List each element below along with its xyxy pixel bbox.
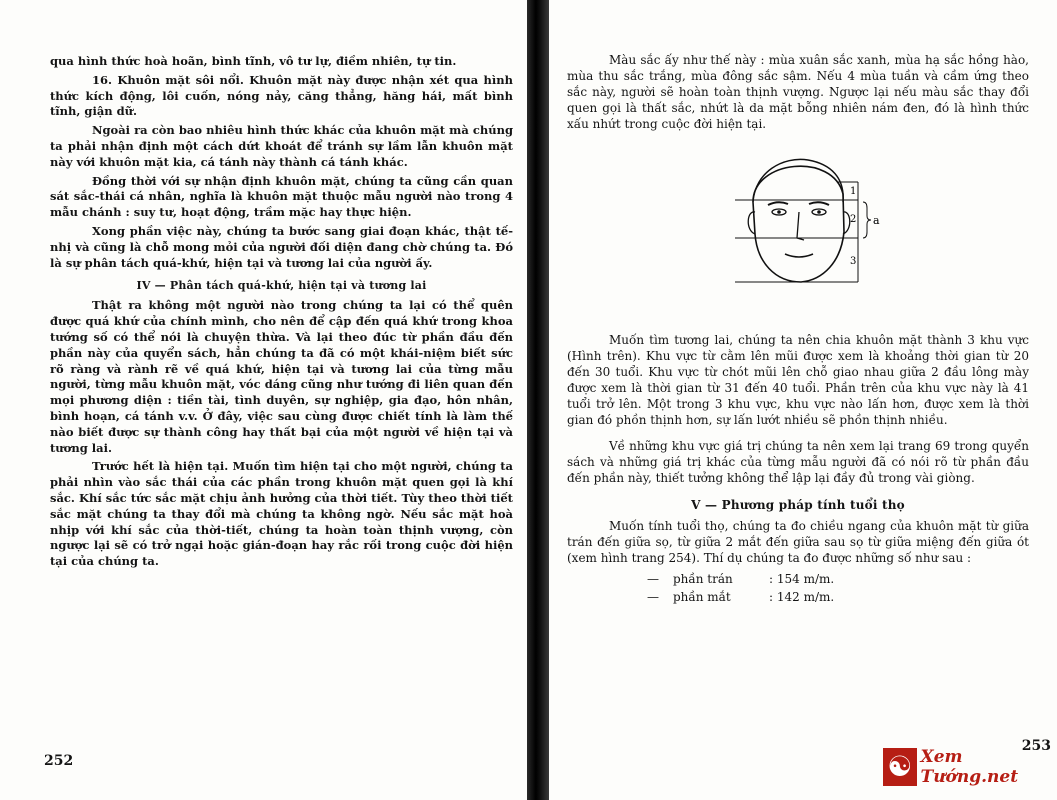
watermark-text: Xem Tướng.net — [920, 747, 1019, 787]
paragraph: Ngoài ra còn bao nhiêu hình thức khác của khuôn mặt mà chúng ta phải nhận định một cách dứt khoát để tránh sự lầm lẫn khuôn mặt này với khuôn mặt kia, cá tánh này thành cá tánh khác. — [50, 123, 513, 169]
paragraph: Xong phần việc này, chúng ta bước sang giai đoạn khác, thật tế-nhị và cũng là chỗ mong mỏi của người đối diện đang chờ chúng ta. Đó là sự phân tách quá-khứ, hiện tại và tương lai của người ấy. — [50, 223, 513, 270]
paragraph: Về những khu vực giá trị chúng ta nên xem lại trang 69 trong quyển sách và những giá trị khác của từng mẫu người đã có nói rõ từ phần đầu đến phần này, thiết tưởng không thể lập lại đầy đủ trong vài giòng. — [567, 439, 1029, 485]
measurement-label: phần mắt — [673, 590, 731, 604]
list-item — [647, 588, 1029, 606]
right-page-text — [567, 52, 1029, 132]
face-diagram-icon — [713, 142, 883, 292]
brace-label: a — [873, 214, 880, 227]
left-page-text — [50, 54, 513, 570]
paragraph: Thật ra không một người nào trong chúng ta lại có thể quên được quá khứ của chính mình, cho nên để cập đến quá khứ trong khoa tướng số có thể nói là chuyện thừa. Và lại theo đúc từ phần đầu đến phần này của quyển sách, hẳn chúng ta đã có một khái-niệm biết sức rõ ràng và rành rẽ về quá khứ, hiện tại và tương lai của từng mẫu người, từng mẫu khuôn mặt, vóc dáng cũng như tướng đi liên quan đến mọi phương diện : tiền tài, tình duyên, sự nghiệp, gia đạo, hôn nhân, bình hoạn, cá tánh v.v. Ở đây, việc sau cùng được chiết tính là làm thế nào biết được sự thành công hay thất bại của một người về hiện tại và tương lai. — [50, 298, 513, 455]
site-watermark — [883, 744, 1049, 790]
left-page — [0, 0, 527, 800]
paragraph: Trước hết là hiện tại. Muốn tìm hiện tại cho một người, chúng ta phải nhìn vào sắc thái của các phần trong khuôn mặt quen gọi là khí sắc. Khí sắc tức sắc mặt chịu ảnh hưởng của thời tiết. Tùy theo thời tiết sắc mặt chúng ta thay đổi mà chúng ta không ngờ. Nếu sắc mặt hoà nhịp với khí sắc của thời-tiết, chúng ta hoàn toàn thịnh vượng, còn ngược lại sẽ có trở ngại hoặc gián-đoạn hay rắc rối trong cuộc đời hiện tại của chúng ta. — [50, 459, 513, 569]
paragraph: qua hình thức hoà hoãn, bình tĩnh, vô tư lự, điềm nhiên, tự tin. — [50, 54, 457, 68]
list-dash: — — [647, 572, 659, 586]
measurement-value: : 142 m/m. — [769, 590, 835, 604]
right-page-text-2 — [567, 332, 1029, 566]
measurement-list — [567, 570, 1029, 606]
yin-yang-icon: ☯ — [883, 748, 917, 786]
book-gutter — [527, 0, 549, 800]
measurement-label: phần trán — [673, 572, 733, 586]
page-number: 252 — [44, 753, 74, 769]
paragraph: Muốn tính tuổi thọ, chúng ta đo chiều ngang của khuôn mặt từ giữa trán đến giữa sọ, từ giữa 2 mắt đến giữa sau sọ từ giữa miệng đến giữa ót (xem hình trang 254). Thí dụ chúng ta đo được những số như sau : — [567, 519, 1029, 565]
paragraph: Đồng thời với sự nhận định khuôn mặt, chúng ta cũng cần quan sát sắc-thái cá nhân, nghĩa là khuôn mặt thuộc mẫu người nào trong 4 mẫu chánh : suy tư, hoạt động, trầm mặc hay thực hiện. — [50, 173, 513, 220]
face-zones-figure — [713, 142, 883, 292]
right-page — [549, 0, 1057, 800]
zone-label: 3 — [850, 256, 857, 267]
section-heading: IV — Phân tách quá-khứ, hiện tại và tương lai — [136, 279, 427, 293]
list-dash: — — [647, 590, 659, 604]
list-item — [647, 570, 1029, 588]
zone-label: 2 — [850, 214, 857, 225]
measurement-value: : 154 m/m. — [769, 572, 835, 586]
section-heading: V — Phương pháp tính tuổi thọ — [691, 498, 905, 512]
paragraph: Màu sắc ấy như thế này : mùa xuân sắc xanh, mùa hạ sắc hồng hào, mùa thu sắc trắng, mùa đông sắc sậm. Nếu 4 mùa tuần và cầm ứng theo sắc này, người sẽ hoàn toàn thịnh vượng. Ngược lại nếu màu sắc thay đổi quen gọi là thất sắc, nhứt là da mặt bỗng nhiên nám đen, đó là hình thức xấu nhứt trong cuộc đời hiện tại. — [567, 53, 1029, 131]
zone-label: 1 — [850, 186, 857, 197]
paragraph: Muốn tìm tương lai, chúng ta nên chia khuôn mặt thành 3 khu vực (Hình trên). Khu vực từ cằm lên mũi được xem là khoảng thời gian từ 20 đến 30 tuổi. Khu vực từ chót mũi lên chỗ giao nhau giữa 2 đầu lông mày được xem là thời gian từ 31 đến 40 tuổi. Phần trên của khu vực này là 41 tuổi trở lên. Một trong 3 khu vực, khu vực nào lấn hơn, được xem là thời gian đó phồn thịnh hơn, sự lấn lướt nhiều sẽ phồn thịnh nhiều. — [567, 333, 1029, 427]
page-number: 253 — [1021, 738, 1051, 754]
paragraph: 16. Khuôn mặt sôi nổi. Khuôn mặt này được nhận xét qua hình thức kích động, lôi cuốn, nóng nảy, căng thẳng, hăng hái, mất bình tĩnh, giận dữ. — [50, 72, 513, 119]
